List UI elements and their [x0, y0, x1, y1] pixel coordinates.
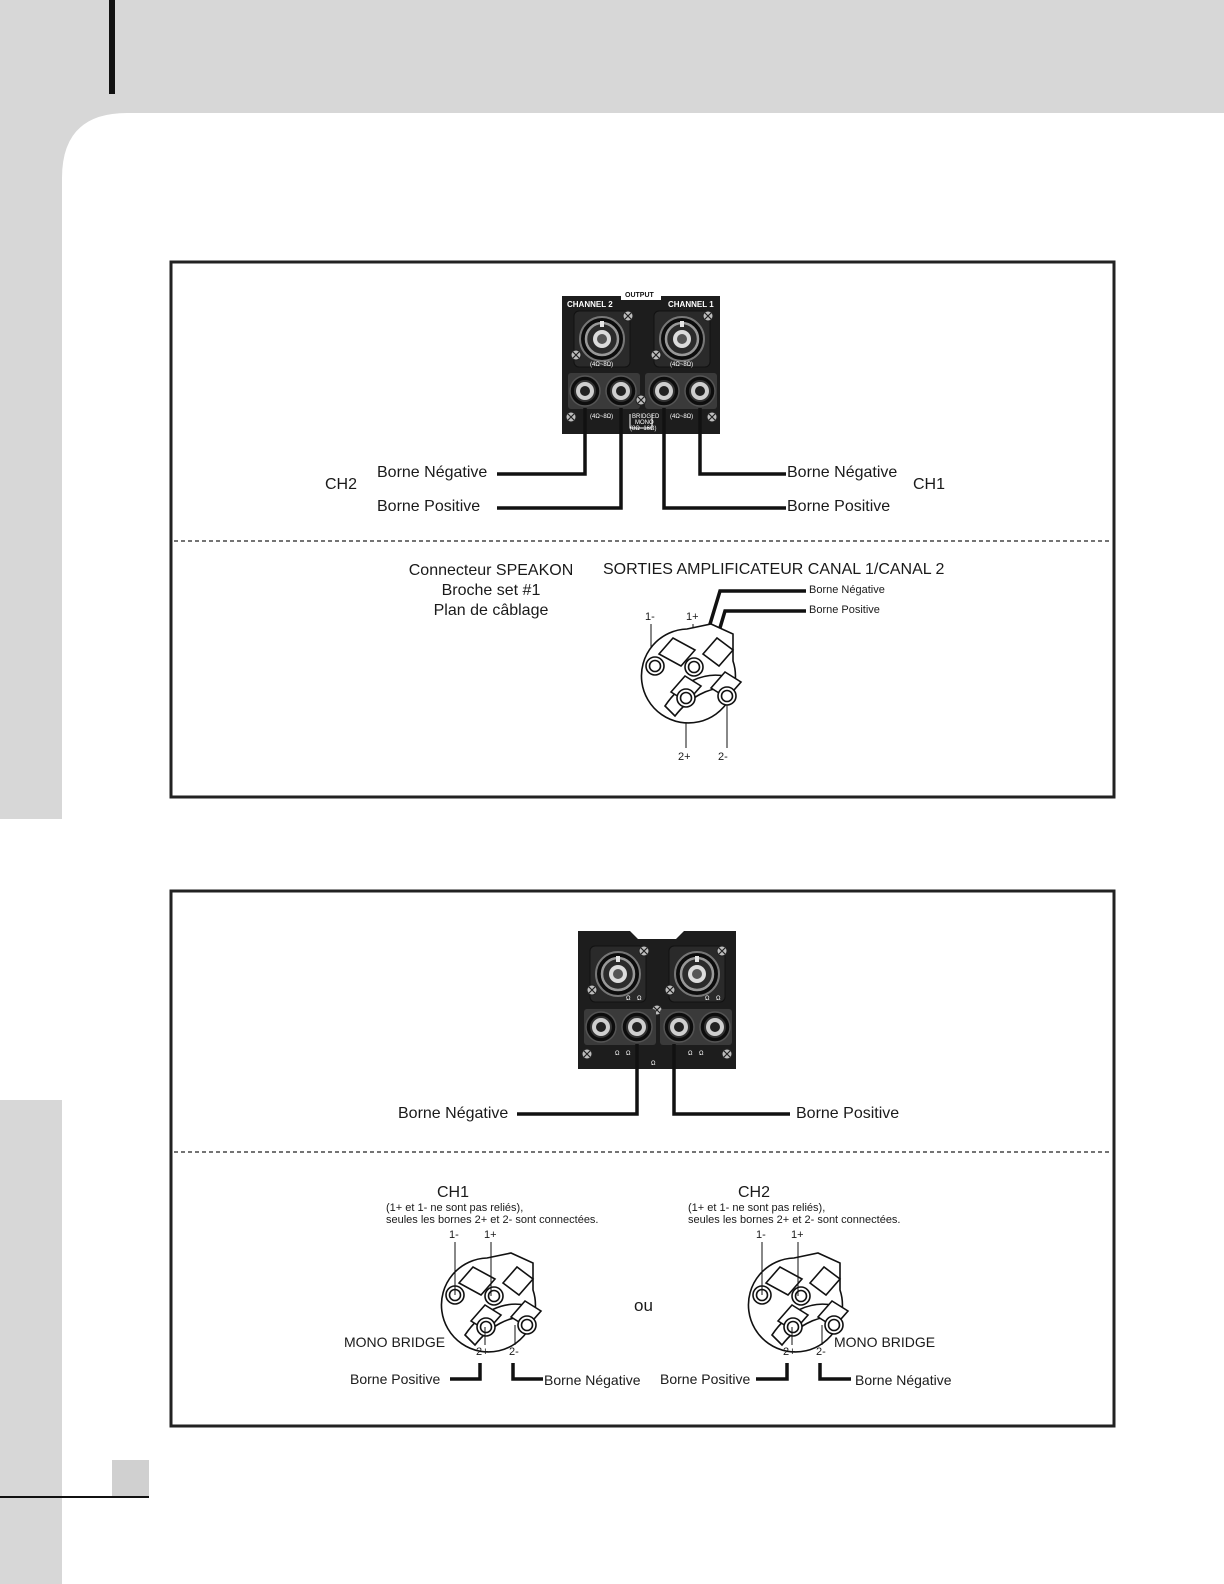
panel-impedance-ch1-speakon: (4Ω~8Ω)	[670, 362, 694, 368]
ch1-negative-label: Borne Négative	[544, 1372, 641, 1388]
panel-bridge-label-1: BRIDGED	[632, 414, 660, 420]
panel-bridge-label-3: (8Ω~16Ω)	[630, 426, 657, 432]
ch1-pin-1-minus: 1-	[449, 1229, 459, 1241]
ch2-pin-2-minus: 2-	[816, 1346, 826, 1358]
ch1-pin-2-minus: 2-	[509, 1346, 519, 1358]
ch2-note-line-1: (1+ et 1- ne sont pas reliés),	[688, 1202, 826, 1214]
ch1-mono-bridge-label: MONO BRIDGE	[344, 1334, 446, 1350]
fig2-negative-label: Borne Négative	[398, 1105, 509, 1122]
ch2-mono-bridge-label: MONO BRIDGE	[834, 1334, 936, 1350]
panel-bridge-label-2: MONO	[635, 420, 654, 426]
fig2-positive-label: Borne Positive	[796, 1105, 900, 1122]
wire-negative-label: Borne Négative	[809, 584, 885, 596]
ch1-pin-2-plus: 2+	[476, 1346, 489, 1358]
pin-2-plus: 2+	[678, 751, 691, 763]
speakon-title-line-3: Plan de câblage	[433, 602, 549, 619]
ch1-positive-label: Borne Positive	[350, 1371, 441, 1387]
speakon-caption	[395, 561, 587, 621]
speakon-title-line-2: Broche set #1	[441, 582, 541, 599]
ch2-negative-label: Borne Négative	[377, 464, 488, 481]
panel-channel-2-label: CHANNEL 2	[567, 300, 613, 309]
ch1-positive-label: Borne Positive	[787, 498, 891, 515]
ch1-note-line-2: seules les bornes 2+ et 2- sont connectées.	[386, 1214, 599, 1226]
panel2-ohm-2: Ω	[637, 996, 642, 1002]
panel-output-label: OUTPUT	[625, 292, 654, 299]
panel2-ohm-4: Ω	[716, 996, 721, 1002]
pin-2-minus: 2-	[718, 751, 728, 763]
panel2-ohm-8: Ω	[699, 1051, 704, 1057]
ch2-pin-1-plus: 1+	[791, 1229, 804, 1241]
panel-impedance-ch1-jack: (4Ω~8Ω)	[670, 414, 694, 420]
ch2-pin-2-plus: 2+	[783, 1346, 796, 1358]
panel2-ohm-1: Ω	[626, 996, 631, 1002]
ch2-positive-label: Borne Positive	[660, 1371, 751, 1387]
ch2-positive-label: Borne Positive	[377, 498, 481, 515]
wire-positive-label: Borne Positive	[809, 604, 880, 616]
pin-1-plus: 1+	[686, 611, 699, 623]
ch2-note-line-2: seules les bornes 2+ et 2- sont connectées.	[688, 1214, 901, 1226]
ch1-label: CH1	[913, 476, 946, 493]
ch2-block-title: CH2	[738, 1184, 771, 1201]
panel2-ohm-6: Ω	[626, 1051, 631, 1057]
ch2-label: CH2	[325, 476, 358, 493]
panel-impedance-ch2-speakon: (4Ω~8Ω)	[590, 362, 614, 368]
pin-1-minus: 1-	[645, 611, 655, 623]
ch2-negative-label: Borne Négative	[855, 1372, 952, 1388]
panel2-ohm-3: Ω	[705, 996, 710, 1002]
outputs-title: SORTIES AMPLIFICATEUR CANAL 1/CANAL 2	[603, 561, 945, 578]
ch1-note-line-1: (1+ et 1- ne sont pas reliés),	[386, 1202, 524, 1214]
ch1-pin-1-plus: 1+	[484, 1229, 497, 1241]
panel-channel-1-label: CHANNEL 1	[668, 300, 714, 309]
panel2-ohm-5: Ω	[615, 1051, 620, 1057]
panel-impedance-ch2-jack: (4Ω~8Ω)	[590, 414, 614, 420]
panel2-ohm-7: Ω	[688, 1051, 693, 1057]
ch1-negative-label: Borne Négative	[787, 464, 898, 481]
panel2-ohm-9: Ω	[651, 1061, 656, 1067]
speakon-title-line-1: Connecteur SPEAKON	[408, 562, 574, 579]
ch1-block-title: CH1	[437, 1184, 470, 1201]
or-separator: ou	[634, 1296, 653, 1315]
ch2-pin-1-minus: 1-	[756, 1229, 766, 1241]
